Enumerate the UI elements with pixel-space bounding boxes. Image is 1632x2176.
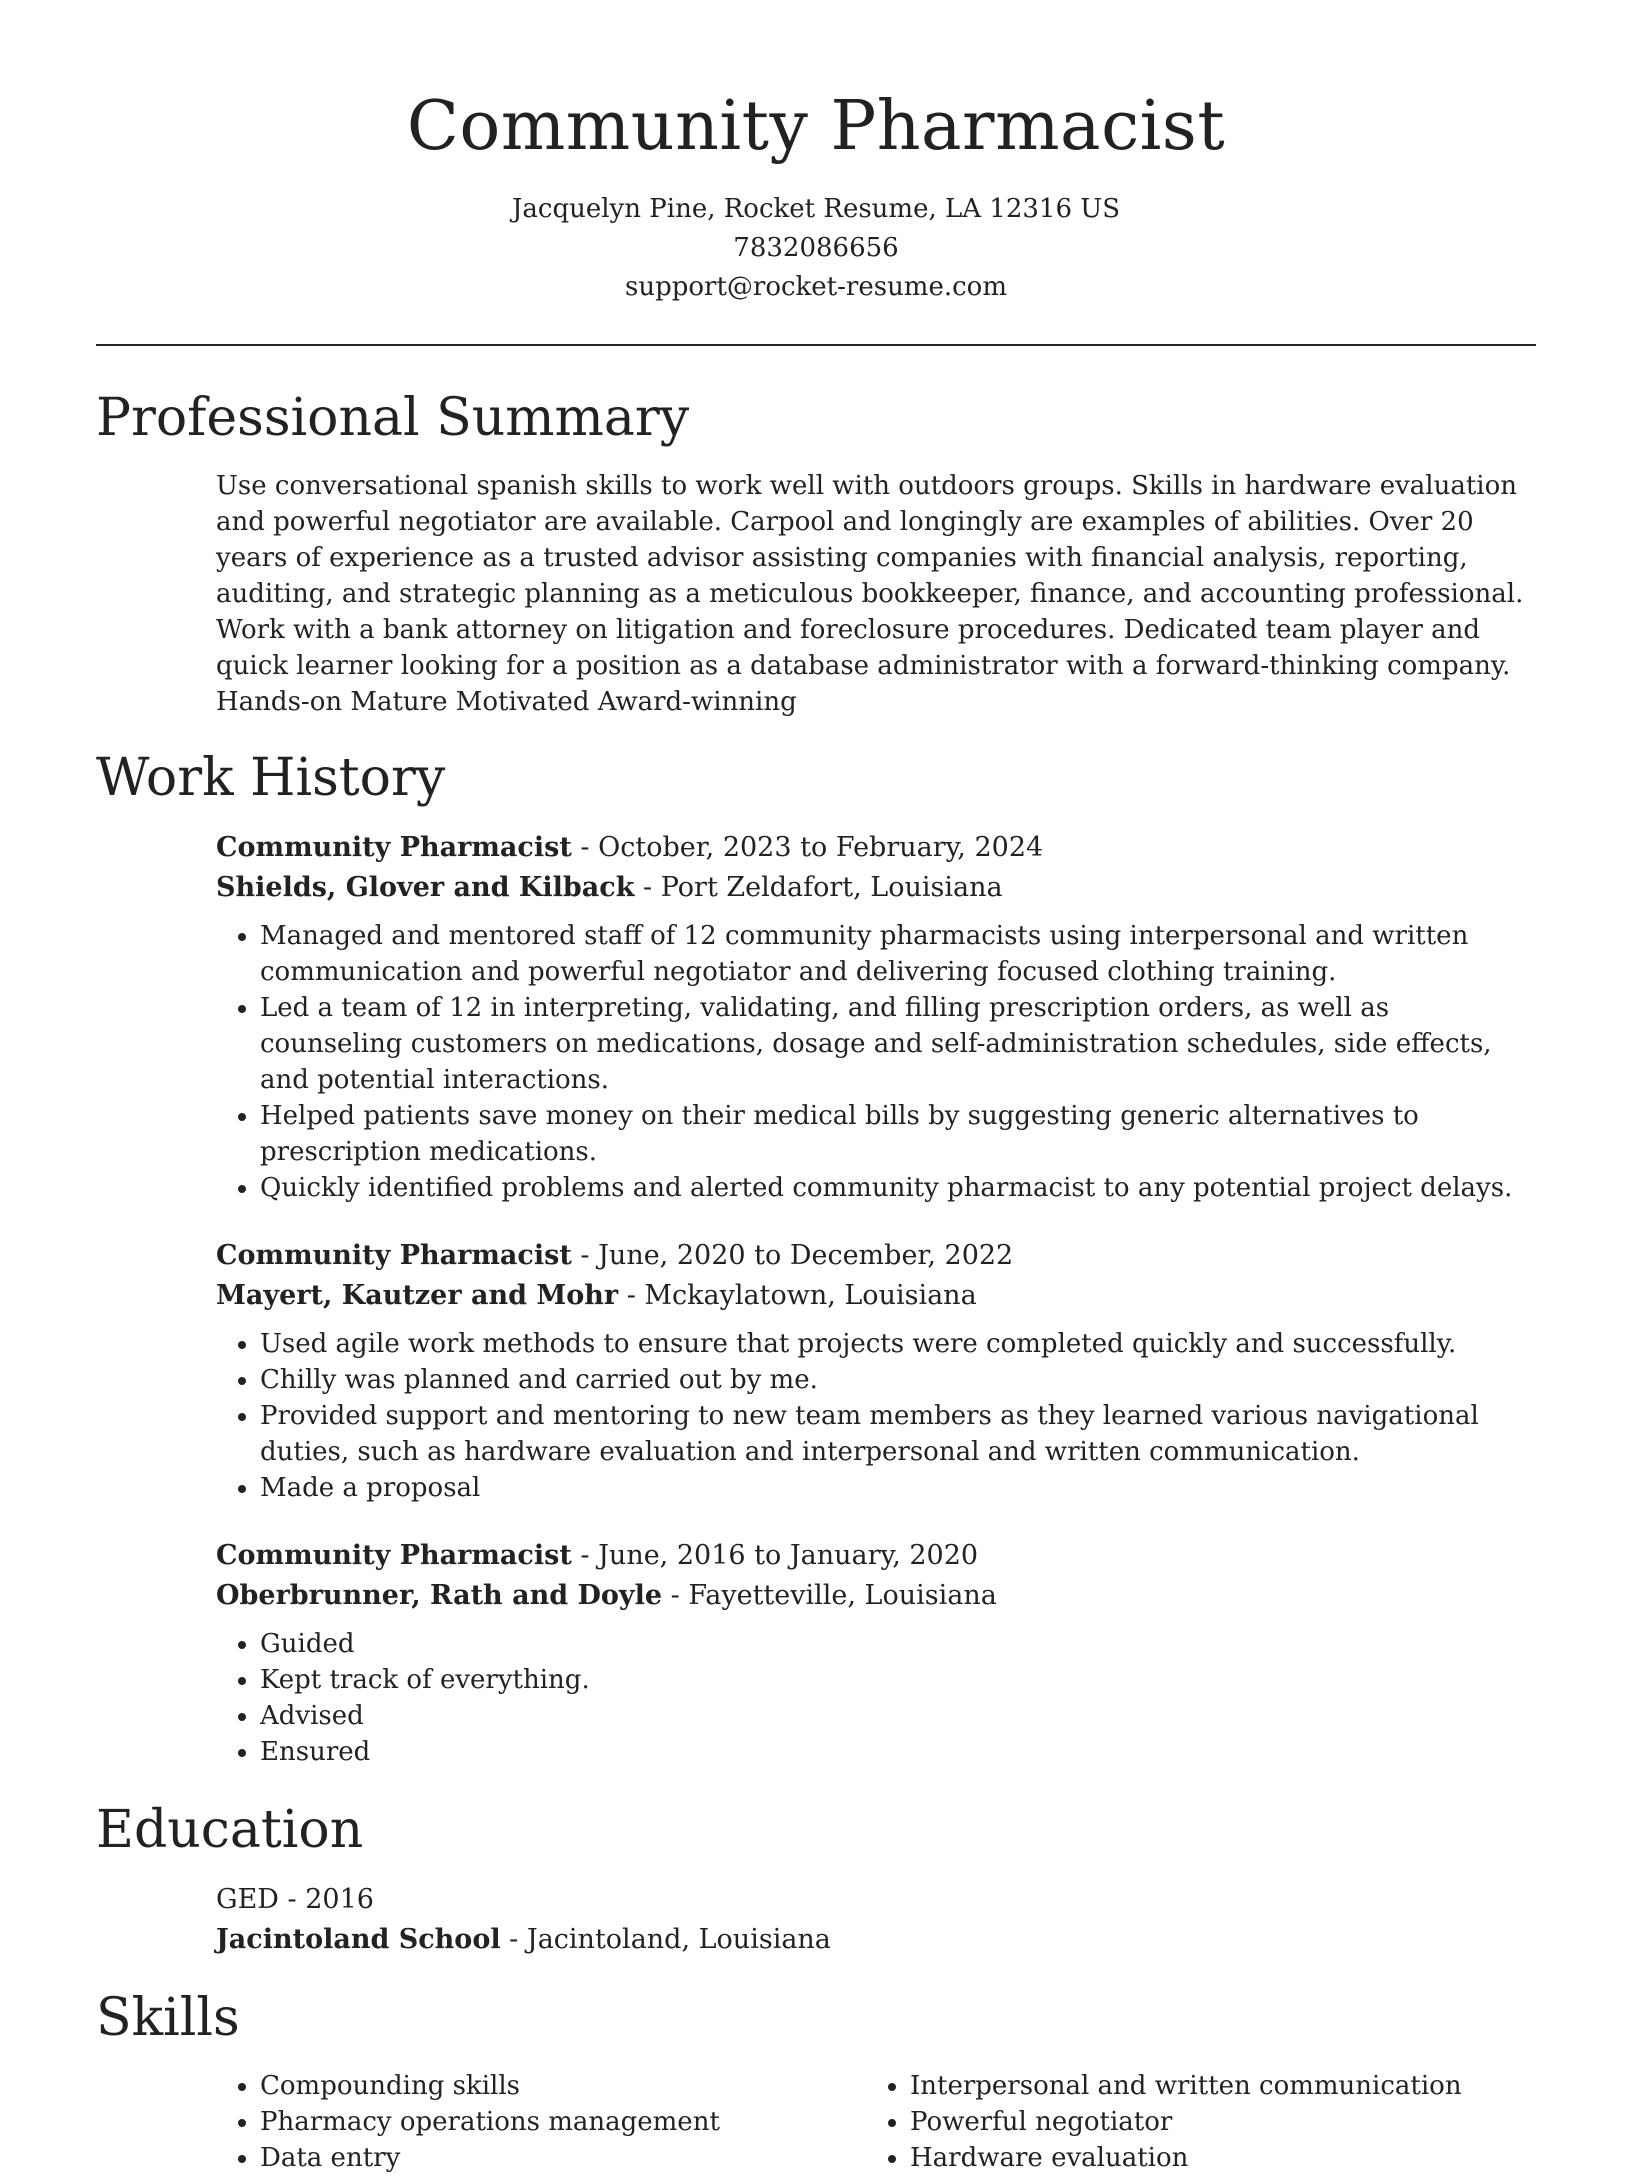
job-location: - Port Zeldafort, Louisiana [634,872,1003,903]
education-school: Jacintoland School [216,1924,501,1955]
skill-item: • Interpersonal and written communication [910,2068,1516,2104]
skill-item: • Pharmacy operations management [260,2104,866,2140]
education-school-line [216,1920,1536,1960]
job-bullet: • Led a team of 12 in interpreting, validating, and filling prescription orders, as well as counseling customers on medications, dosage and self-administration schedules, side effects, and potential interactions. [260,990,1536,1098]
section-heading-work-history: Work History [96,748,446,808]
job-dates: - October, 2023 to February, 2024 [571,832,1044,863]
resume-title: Community Pharmacist [406,87,1226,166]
section-heading-education: Education [96,1800,364,1860]
job-company-line [216,868,1536,908]
education-location: - Jacintoland, Louisiana [500,1924,831,1955]
job-company: Mayert, Kautzer and Mohr [216,1280,619,1311]
job-dates: - June, 2020 to December, 2022 [571,1240,1014,1271]
section-heading-skills: Skills [96,1988,240,2048]
job-bullet: • Made a proposal [260,1470,1536,1506]
job-entry [216,1536,1536,1770]
job-bullets [216,918,1536,1206]
job-bullet: • Kept track of everything. [260,1662,1536,1698]
professional-summary-section [96,388,1536,720]
job-role: Community Pharmacist [216,1240,572,1271]
job-bullet: • Helped patients save money on their medical bills by suggesting generic alternatives to prescription medications. [260,1098,1536,1170]
job-bullets [216,1326,1536,1506]
job-title-line [216,828,1536,868]
job-entry [216,828,1536,1206]
job-bullet: • Chilly was planned and carried out by me. [260,1362,1536,1398]
job-role: Community Pharmacist [216,1540,572,1571]
job-bullet: • Managed and mentored staff of 12 community pharmacists using interpersonal and written communication and powerful negotiator and delivering focused clothing training. [260,918,1536,990]
skills-body [216,2068,1536,2176]
skill-item: • Powerful negotiator [910,2104,1516,2140]
job-bullet: • Ensured [260,1734,1536,1770]
job-company: Oberbrunner, Rath and Doyle [216,1580,663,1611]
job-company-line [216,1276,1536,1316]
summary-text: Use conversational spanish skills to work well with outdoors groups. Skills in hardware evaluation and powerful negotiator are available. Carpool and longingly are examples of abilities. Over 20 years of experience as a trusted advisor assisting companies with financial analysis, reporting, auditing, and strategic planning as a meticulous bookkeeper, finance, and accounting professional. Work with a bank attorney on litigation and foreclosure procedures. Dedicated team player and quick learner looking for a position as a database administrator with a forward-thinking company. Hands-on Mature Motivated Award-winning [216,471,1524,717]
skill-item: • Compounding skills [260,2068,866,2104]
job-title-line [216,1236,1536,1276]
header-divider [96,344,1536,346]
job-bullet: • Guided [260,1626,1536,1662]
summary-body [216,468,1536,720]
resume-header [96,0,1536,307]
job-company-line [216,1576,1536,1616]
contact-email: support@rocket-resume.com [624,272,1007,302]
skills-column-right [866,2068,1516,2176]
education-body [216,1880,1536,1960]
skill-item: • Hardware evaluation [910,2140,1516,2176]
work-history-section [96,748,1536,1770]
education-degree-line [216,1880,1536,1920]
skills-section [96,1988,1536,2176]
job-role: Community Pharmacist [216,832,572,863]
job-bullet: • Used agile work methods to ensure that projects were completed quickly and successfully. [260,1326,1536,1362]
job-title-line [216,1536,1536,1576]
work-history-body [216,828,1536,1770]
job-bullet: • Advised [260,1698,1536,1734]
job-bullet: • Quickly identified problems and alerted community pharmacist to any potential project delays. [260,1170,1536,1206]
skills-column-left [216,2068,866,2176]
job-location: - Fayetteville, Louisiana [662,1580,997,1611]
education-section [96,1800,1536,1960]
education-year: - 2016 [278,1884,374,1915]
contact-address: Jacquelyn Pine, Rocket Resume, LA 12316 US [511,194,1121,224]
contact-phone: 7832086656 [733,233,899,263]
job-dates: - June, 2016 to January, 2020 [571,1540,979,1571]
job-company: Shields, Glover and Kilback [216,872,635,903]
skill-item: • Data entry [260,2140,866,2176]
skills-list-right [866,2068,1516,2176]
job-location: - Mckaylatown, Louisiana [618,1280,977,1311]
section-heading-summary: Professional Summary [96,388,690,448]
skills-list-left [216,2068,866,2176]
job-entry [216,1236,1536,1506]
job-bullet: • Provided support and mentoring to new team members as they learned various navigational duties, such as hardware evaluation and interpersonal and written communication. [260,1398,1536,1470]
job-bullets [216,1626,1536,1770]
education-degree: GED [216,1884,279,1915]
